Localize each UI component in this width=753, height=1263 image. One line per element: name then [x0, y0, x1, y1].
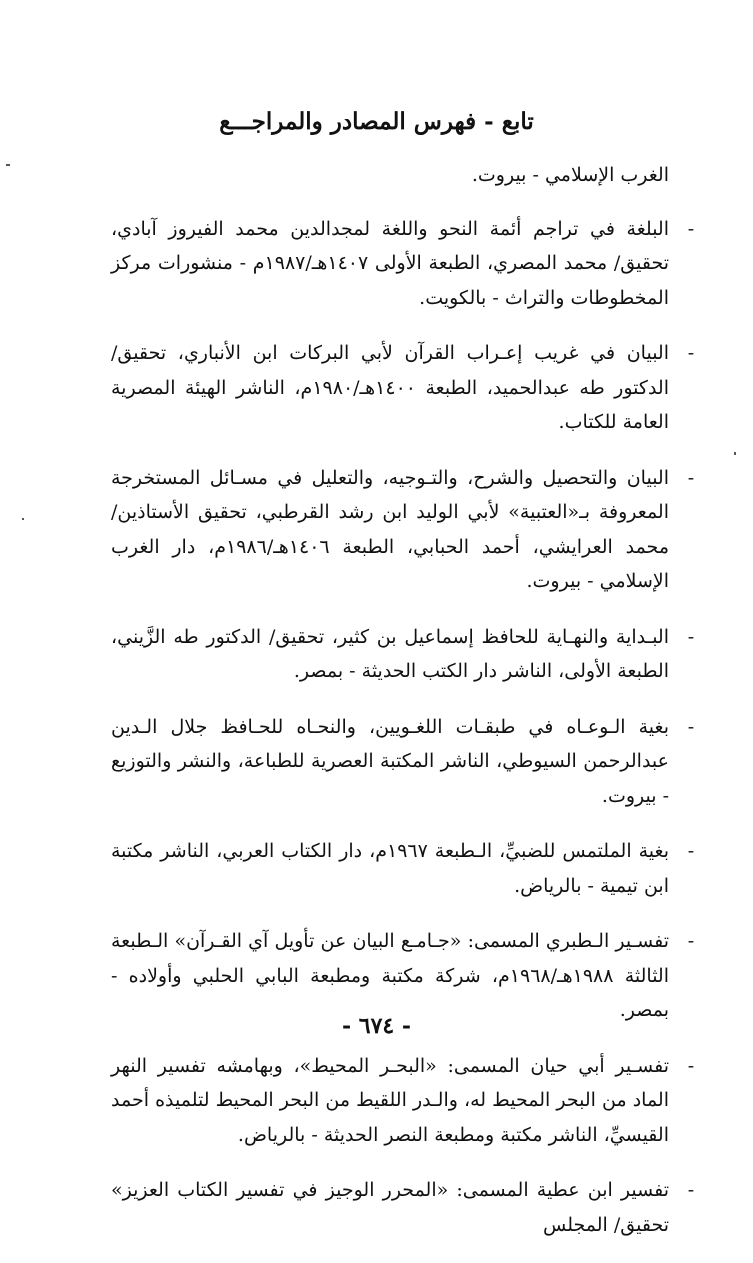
- entry-text: بغية الـوعـاه في طبقـات اللغـويين، والنحـاه للحـافظ جلال الـدين عبدالرحمن السيوطي، الناشر المكتبة العصرية للطباعة، والنشر والتوزيع - بيروت.: [111, 715, 669, 807]
- entry-text: البيان في غريب إعـراب القرآن لأبي البركات ابن الأنباري، تحقيق/ الدكتور طه عبدالحميد، الطبعة ١٤٠٠هـ/١٩٨٠م، الناشر الهيئة المصرية العامة للكتاب.: [111, 342, 669, 433]
- entry-text: تفسـير الـطبري المسمى: «جـامـع البيان عن تأويل آي القـرآن» الـطبعة الثالثة ١٩٨٨هـ/١٩٦٨م، شركة مكتبة ومطبعة البابي الحلبي وأولاده - بمصر.: [111, 930, 669, 1021]
- bibliography-entry: [111, 461, 695, 599]
- entry-dash: -: [687, 1054, 695, 1077]
- bibliography-entry: [111, 710, 695, 814]
- bibliography-entry: [111, 336, 695, 440]
- entry-dash: -: [687, 1179, 695, 1201]
- bibliography-entry: [111, 834, 695, 903]
- entry-dash: -: [687, 715, 695, 738]
- bibliography-entry: [111, 1173, 695, 1242]
- entry-dash: -: [687, 342, 695, 364]
- scan-mark: [22, 518, 24, 520]
- entry-dash: -: [687, 466, 695, 489]
- entry-dash: -: [687, 217, 695, 240]
- entry-dash: -: [687, 930, 695, 952]
- bibliography-entry: [111, 620, 695, 689]
- entry-text: تفسير ابن عطية المسمى: «المحرر الوجيز في تفسير الكتاب العزيز» تحقيق/ المجلس: [111, 1179, 669, 1236]
- bibliography-entry: [111, 1049, 695, 1153]
- entry-dash: -: [687, 625, 695, 648]
- scan-mark: [734, 452, 736, 455]
- entry-text: البيان والتحصيل والشرح، والتـوجيه، والتعليل في مسـائل المستخرجة المعروفة بـ«العتبية» لأبي الوليد ابن رشد القرطبي، تحقيق الأستاذين/ محمد العرايشي، أحمد الحبابي، الطبعة ١٤٠٦هـ/١٩٨٦م، دار الغرب الإسلامي - بيروت.: [111, 466, 669, 592]
- bibliography-entry: [111, 212, 695, 316]
- bibliography-list: [111, 158, 695, 1263]
- entry-text: البـداية والنهـاية للحافظ إسماعيل بن كثير، تحقيق/ الدكتور طه الزَّيني، الطبعة الأولى، الناشر دار الكتب الحديثة - بمصر.: [111, 625, 669, 682]
- entry-text: البلغة في تراجم أئمة النحو واللغة لمجدالدين محمد الفيروز آبادي، تحقيق/ محمد المصري، الطبعة الأولى ١٤٠٧هـ/١٩٨٧م - منشورات مركز المخطوطات والتراث - بالكويت.: [111, 217, 669, 309]
- page-title: تابع - فهرس المصادر والمراجـــع: [219, 108, 534, 135]
- entry-text: بغية الملتمس للضبيِّ، الـطبعة ١٩٦٧م، دار الكتاب العربي، الناشر مكتبة ابن تيمية - بالرياض.: [111, 840, 669, 897]
- page-number: - ٦٧٤ -: [341, 1013, 412, 1039]
- entry-dash: -: [687, 840, 695, 862]
- scan-mark: [6, 164, 10, 166]
- entry-text: تفسـير أبي حيان المسمى: «البحـر المحيط»، وبهامشه تفسير النهر الماد من البحر المحيط له، والـدر اللقيط من البحر المحيط لتلميذه أحمد القيسيِّ، الناشر مكتبة ومطبعة النصر الحديثة - بالرياض.: [111, 1054, 669, 1146]
- continued-entry-text: الغرب الإسلامي - بيروت.: [471, 164, 669, 186]
